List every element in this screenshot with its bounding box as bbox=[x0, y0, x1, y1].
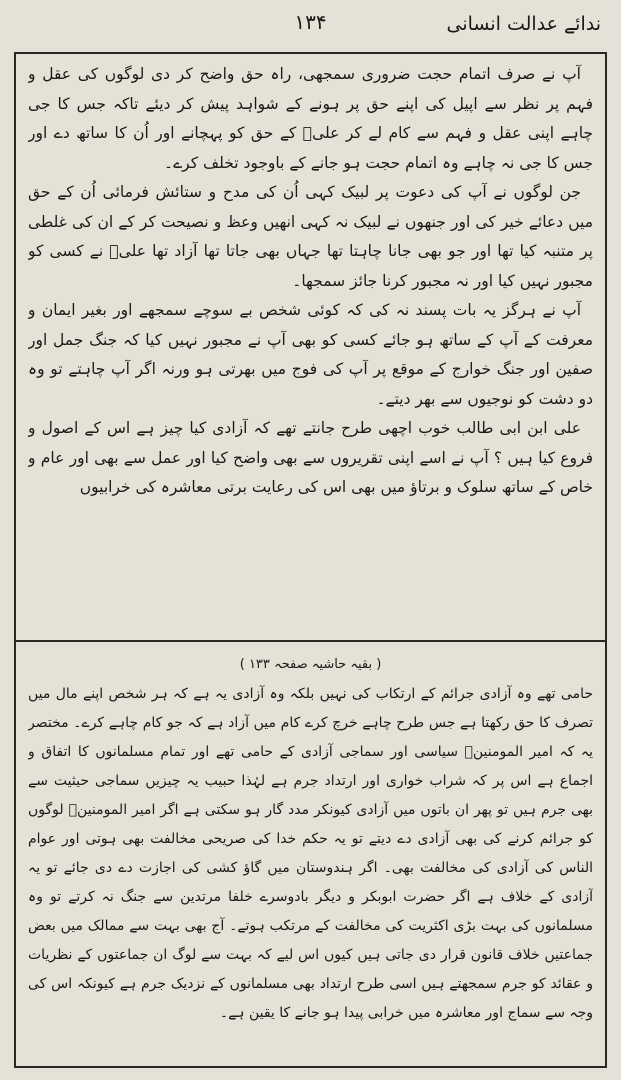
page-number: ۱۳۴ bbox=[294, 10, 327, 34]
page-header bbox=[20, 8, 601, 48]
paragraph: علی ابن ابی طالب خوب اچھی طرح جانتے تھے کہ آزادی کیا چیز ہے اس کے اصول و فروع کیا ہیں ؟ آپ نے اسے اپنی تقریروں سے بھی واضح کیا اور عمل سے بھی اور عام و خاص کے ساتھ سلوک و برتاؤ میں بھی اس کی رعایت برتی معاشرہ کی خرابیوں bbox=[28, 419, 593, 496]
paragraph: جن لوگوں نے آپ کی دعوت پر لبیک کہی اُن کی مدح و ستائش فرمائی اُن کے حق میں دعائے خیر کی اور جنھوں نے لبیک نہ کہی انھیں وعظ و نصیحت کر کے ان کی غلطی پر متنبہ کیا تھا اور جو بھی جانا چاہتا تھا جہاں بھی جاتا تھا آزاد تھا علیؑ نے کسی کو مجبور نہیں کیا اور نہ مجبور کرنا جائز سمجھا۔ bbox=[28, 183, 593, 290]
footnote-heading: ( بقیہ حاشیہ صفحہ ۱۳۳ ) bbox=[239, 657, 382, 672]
footnote-divider bbox=[16, 640, 605, 642]
paragraph: آپ نے صرف اتمام حجت ضروری سمجھی، راہ حق واضح کر دی لوگوں کی عقل و فہم پر نظر سے اپیل کی اپنے حق پر ہونے کے شواہد پیش کر دیئے تاکہ جس کا جی چاہے اپنی عقل و فہم سے کام لے کر علیؑ کے حق کو پہچانے اور اُن کا ساتھ دے اور جس کا جی نہ چاہے وہ اتمام حجت ہو جانے کے باوجود تخلف کرے۔ bbox=[28, 65, 593, 172]
running-title: ندائے عدالت انسانی bbox=[446, 13, 601, 35]
main-body-text bbox=[28, 60, 593, 620]
footnote-paragraph: حامی تھے وہ آزادی جرائم کے ارتکاب کی نہیں بلکہ وہ آزادی یہ ہے کہ ہر شخص اپنے مال میں تصرف کا حق رکھتا ہے جس طرح چاہے خرچ کرے کام میں آزاد ہے کہ جو کام چاہے کرے۔ مختصر یہ کہ امیر المومنینؑ سیاسی اور سماجی آزادی کے حامی تھے اور تمام مسلمانوں کا اتفاق و اجماع ہے اس پر کہ شراب خواری اور ارتداد جرم ہے لہٰذا حبیب یہ چیزیں سماجی حیثیت سے بھی جرم ہیں تو پھر ان باتوں میں آزادی کیونکر مدد گار ہو سکتی ہے اگر امیر المومنینؑ لوگوں کو جرائم کرنے کی بھی آزادی دے دیتے تو یہ حکم خدا کی صریحی مخالفت بھی ہوتی اور عوام الناس کی آزادی کی مخالفت بھی۔ اگر ہندوستان میں گاؤ کشی کی اجازت دے دی جائے تو یہ آزادی کے خلاف ہے اگر حضرت ابوبکر و دیگر بادوسرے خلفا مرتدین سے جنگ نہ کرتے تو وہ مسلمانوں کی بہت بڑی اکثریت کی مخالفت کے مرتکب ہوتے۔ آج بھی بہت سے ممالک میں بعض جماعتیں خلاف قانون قرار دی جاتی ہیں کیوں اس لیے کہ بہت سے لوگ ان جماعتوں کے نظریات و عقائد کو جرم سمجھتے ہیں اسی طرح ارتداد بھی مسلمانوں کے نزدیک جرم ہے کیونکہ اس کی وجہ سے سماج اور معاشرہ میں خرابی پیدا ہو جانے کا یقین ہے۔ bbox=[28, 686, 593, 1021]
paragraph: آپ نے ہرگز یہ بات پسند نہ کی کہ کوئی شخص بے سوچے سمجھے اور بغیر ایمان و معرفت کے آپ کے ساتھ ہو جائے کسی کو بھی آپ نے مجبور نہیں کیا کہ جنگ جمل اور صفین اور جنگ خوارج کے موقع پر آپ کی فوج میں بھرتی ہو ورنہ اگر آپ چاہتے تو وہ دو دشت کو نوجیوں سے بھر دیتے۔ bbox=[28, 301, 593, 408]
footnote-section bbox=[28, 652, 593, 1052]
text-frame bbox=[14, 52, 607, 1068]
